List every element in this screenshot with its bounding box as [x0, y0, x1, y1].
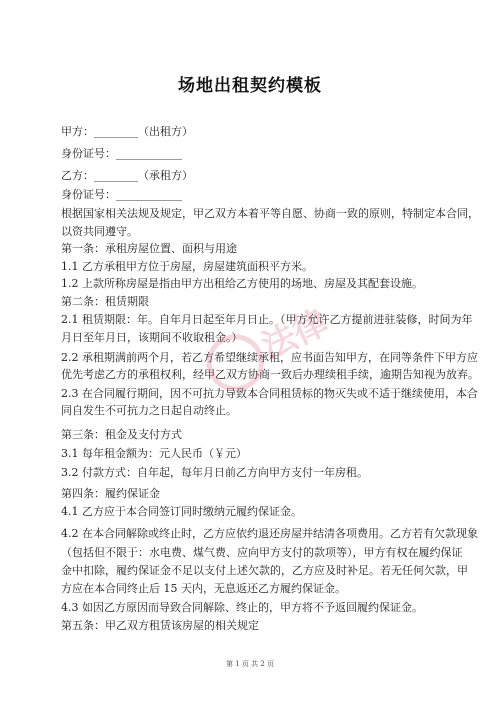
watermark-text: 法律 [255, 302, 335, 368]
article-3-heading: 第三条：租金及支付方式 [61, 428, 182, 441]
clause-2-1-line-2: 月日至年月日，该期间不收取租金。） [61, 331, 243, 344]
clause-4-1: 4.1 乙方应于本合同签订同时缴纳元履约保证金。 [61, 505, 302, 518]
clause-2-3-line-2: 同自发生不可抗力之日起自动终止。 [61, 404, 237, 417]
preamble-line-1: 根据国家相关法规及规定，甲乙双方本着平等自愿、协商一致的原则，特制定本合同， [61, 207, 479, 220]
clause-2-2-line-2: 优先考虑乙方的承租权利，经甲乙双方协商一致后办理续租手续，逾期告知视为放弃。 [61, 368, 479, 381]
clause-2-3-line-1: 2.3 在合同履行期间，因不可抗力导致本合同租赁标的物灭失或不适于继续使用，本合 [61, 387, 478, 400]
clause-3-1: 3.1 每年租金额为：元人民币（￥元） [61, 447, 247, 460]
clause-1-2: 1.2 上款所称房屋是指由甲方出租给乙方使用的场地、房屋及其配套设施。 [61, 277, 423, 290]
clause-4-2-line-1: 4.2 在本合同解除或终止时，乙方应依约退还房屋并结清各项费用。乙方若有欠款现象 [61, 527, 478, 540]
article-1-heading: 第一条：承租房屋位置、面积与用途 [61, 242, 237, 255]
clause-2-1-line-1: 2.1 租赁期限：年。自年月日起至年月日止。（甲方允许乙方提前进驻装修，时间为年 [61, 313, 473, 326]
document-title: 场地出租契约模板 [178, 76, 322, 96]
clause-2-2-line-1: 2.2 承租期满前两个月，若乙方希望继续承租，应书面告知甲方，在同等条件下甲方应 [61, 351, 478, 364]
clause-3-2: 3.2 付款方式：自年起，每年月日前乙方向甲方支付一年房租。 [61, 466, 368, 479]
article-5-heading: 第五条：甲乙双方租赁该房屋的相关规定 [61, 619, 259, 632]
party-a-line: 甲方：________（出租方） [61, 125, 193, 138]
party-b-line: 乙方：________（承租方） [61, 169, 193, 182]
party-a-id-line: 身份证号：____________ [61, 147, 182, 160]
article-4-heading: 第四条：履约保证金 [61, 487, 160, 500]
clause-4-3: 4.3 如因乙方原因而导致合同解除、终止的，甲方将不予返回履约保证金。 [61, 601, 423, 614]
article-2-heading: 第二条：租赁期限 [61, 295, 149, 308]
page-footer: 第 1 页 共 2 页 [225, 660, 275, 668]
party-b-id-line: 身份证号：____________ [61, 188, 182, 201]
clause-4-2-line-2: （包括但不限于：水电费、煤气费、应向甲方支付的款项等），甲方有权在履约保证 [61, 546, 463, 559]
preamble-line-2: 以资共同遵守。 [61, 225, 138, 238]
clause-4-2-line-3: 金中扣除，履约保证金不足以支付上述欠款的，乙方应及时补足。若无任何欠款，甲 [61, 564, 468, 577]
clause-1-1: 1.1 乙方承租甲方位于房屋，房屋建筑面积平方米。 [61, 260, 313, 273]
clause-4-2-line-4: 方应在本合同终止后 15 天内，无息返还乙方履约保证金。 [61, 582, 346, 595]
